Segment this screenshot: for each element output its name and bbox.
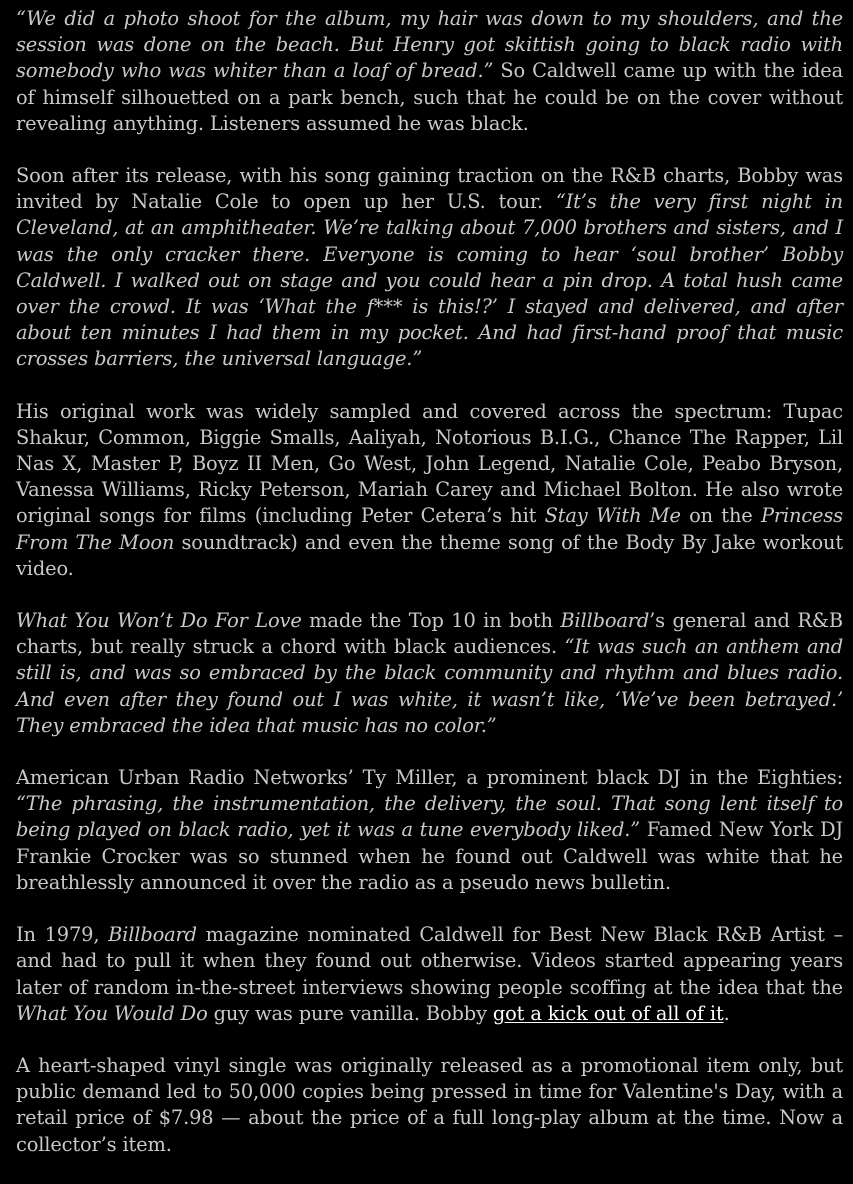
paragraph-text: magazine nominated Caldwell for Best New Black R&B Artist – and had to pull it when they found out otherwise. Videos started appearing years later of random in-the-street interviews showing people scoffing at the idea that the [16, 923, 843, 999]
paragraph-text: His original work was widely sampled and covered across the spectrum: Tupac Shakur, Common, Biggie Smalls, Aaliyah, Notorious B.I.G., Chance The Rapper, Lil Nas X, Master P, Boyz II Men, Go West, John Legend, Natalie Cole, Peabo Bryson, Vanessa Williams, Ricky Peterson, Mariah Carey and Michael Bolton. He also wrote original songs for films (including Peter Cetera’s hit [16, 399, 843, 528]
paragraph-text: So Caldwell came up with the idea of himself silhouetted on a park bench, such that he could be on the cover without revealing anything. Listeners assumed he was black. [16, 59, 843, 135]
paragraph-text: In 1979, [16, 923, 109, 947]
paragraph-text: soundtrack) and even the theme song of the Body By Jake workout video. [16, 530, 843, 580]
paragraph-text: Soon after its release, with his song gaining traction on the R&B charts, Bobby was invited by Natalie Cole to open up her U.S. tour. [16, 164, 843, 214]
publication-billboard: Billboard [560, 609, 650, 633]
paragraph-text: made the Top 10 in both [301, 609, 561, 633]
paragraph-natalie-cole-tour [16, 163, 843, 373]
quote-anthem: “It was such an anthem and still is, and was so embraced by the black community and rhythm and blues radio. And even after they found out I was white, it wasn’t like, ‘We’ve been betrayed.’ They embraced the idea that music has no color.” [16, 635, 843, 737]
paragraph-ty-miller [16, 765, 843, 896]
kick-out-of-it-link[interactable]: got a kick out of all of it [492, 1001, 724, 1025]
quote-phrasing: “The phrasing, the instrumentation, the delivery, the soul. That song lent itself to being played on black radio, yet it was a tune everybody liked.” [16, 792, 843, 842]
paragraph-sampled-covered [16, 399, 843, 582]
paragraph-text: guy was pure vanilla. Bobby [207, 1001, 493, 1025]
paragraph-billboard-1979 [16, 922, 843, 1027]
paragraph-text: A heart-shaped vinyl single was originally released as a promotional item only, but public demand led to 50,000 copies being pressed in time for Valentine's Day, with a retail price of $7.98 — about the price of a full long-play album at the time. Now a collector’s item. [16, 1053, 843, 1156]
paragraph-text: American Urban Radio Networks’ Ty Miller, a prominent black DJ in the Eighties: [16, 766, 843, 790]
paragraph-text: . [723, 1001, 730, 1025]
paragraph-photo-shoot [16, 6, 843, 137]
publication-billboard: Billboard [108, 923, 197, 947]
song-title-stay-with-me: Stay With Me [544, 504, 681, 528]
article-body [16, 6, 843, 1184]
film-title-princess-from-the-moon: Princess From The Moon [16, 504, 843, 554]
paragraph-text: ’s general and R&B charts, but really struck a chord with black audiences. [16, 609, 843, 659]
quote-cleveland: “It’s the very first night in Cleveland, at an amphitheater. We’re talking about 7,000 brothers and sisters, and I was the only cracker there. Everyone is coming to hear ‘soul brother’ Bobby Caldwell. I walked out on stage and you could hear a pin drop. A total hush came over the crowd. It was ‘What the f*** is this!?’ I stayed and delivered, and after about ten minutes I had them in my pocket. And had first-hand proof that music crosses barriers, the universal language.” [16, 190, 843, 371]
paragraph-text: on the [680, 504, 761, 528]
song-title-what-you-wont-do: What You Won’t Do For Love [16, 609, 302, 633]
paragraph-text: Famed New York DJ Frankie Crocker was so stunned when he found out Caldwell was white that he breathlessly announced it over the radio as a pseudo news bulletin. [16, 818, 843, 894]
paragraph-top-10 [16, 608, 843, 739]
quote-photo-shoot: “We did a photo shoot for the album, my hair was down to my shoulders, and the session was done on the beach. But Henry got skittish going to black radio with somebody who was whiter than a loaf of bread.” [16, 7, 843, 83]
paragraph-heart-vinyl [16, 1053, 843, 1158]
song-title-what-you-would-do: What You Would Do [16, 1001, 208, 1025]
